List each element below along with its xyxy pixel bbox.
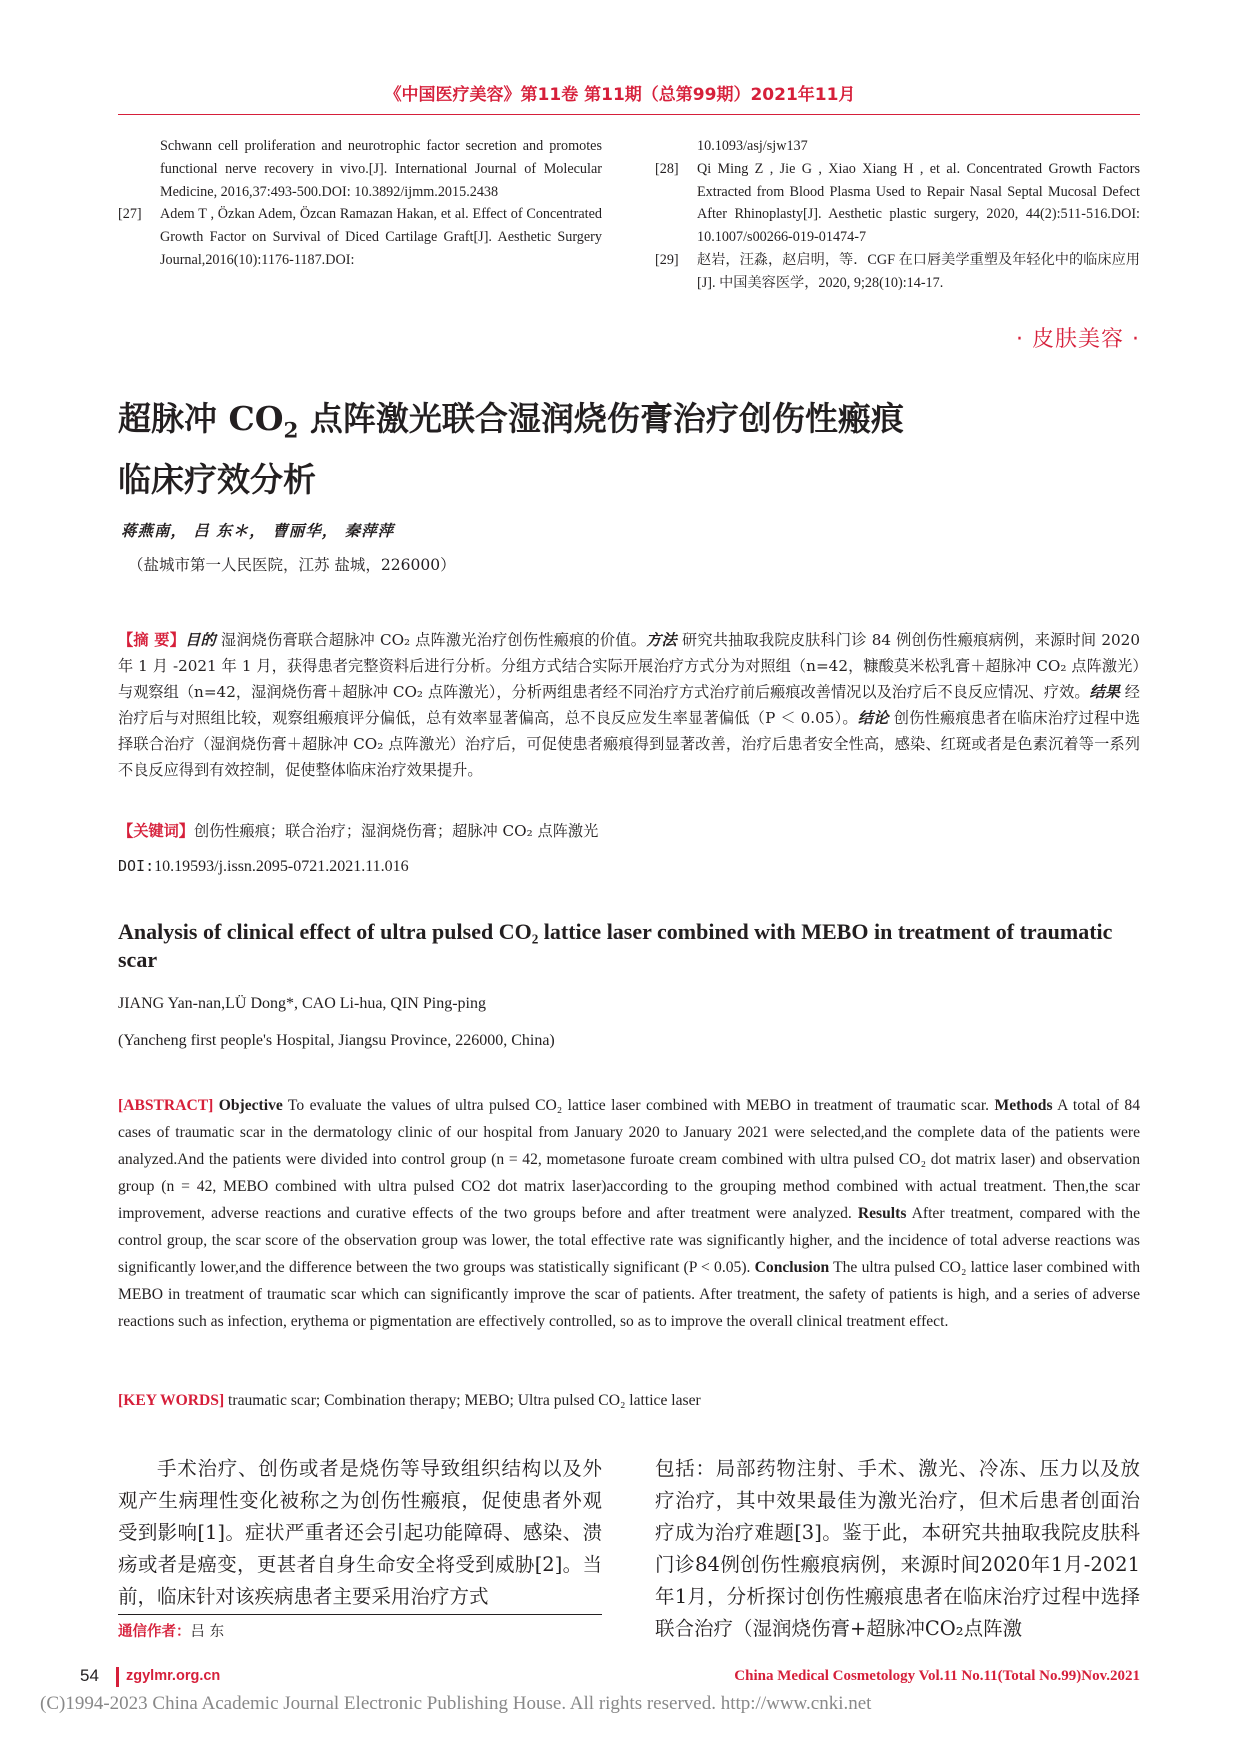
authors-cn: 蒋燕南， 吕 东＊， 曹丽华， 秦萍萍 (121, 521, 395, 540)
methods-label: 方法 (646, 631, 677, 649)
title-line2: 临床疗效分析 (118, 459, 316, 499)
title-subscript: 2 (283, 418, 299, 444)
abstract-en (118, 1092, 1140, 1335)
reference-number: [29] (655, 251, 679, 268)
footer-divider (116, 1667, 119, 1687)
doi-label: DOI: (118, 857, 155, 875)
conclusion-en-text: The ultra pulsed CO₂ lattice laser combined with MEBO in treatment of traumatic scar which can significantly improve the scar of patients. After treatment, the safety of patients is high, and a series of adverse reactions such as infection, erythema or pigmentation are effectively controlled, so as to improve the overall clinical treatment effect. (118, 1259, 1140, 1330)
methods-en-label: Methods (994, 1097, 1053, 1114)
title-part1: 超脉冲 CO (118, 399, 284, 438)
references-right (655, 135, 1140, 295)
results-text: 经治疗后与对照组比较，观察组瘢痕评分偏低，总有效率显著偏高，总不良反应发生率显著偏低（P ＜ 0.05）。 (118, 683, 1140, 727)
affiliation-cn: （盐城市第一人民医院，江苏 盐城，226000） (128, 556, 456, 574)
abstract-label: 【摘 要】 (118, 631, 186, 649)
corresponding-label: 通信作者： (118, 1624, 191, 1640)
objective-en-label: Objective (218, 1097, 283, 1114)
reference-continuation: Schwann cell proliferation and neurotrophic factor secretion and promotes functional nerve recovery in vivo.[J]. International Journal of Molecular Medicine, 2016,37:493-500.DOI: 10.3892/ijmm.2015.2438 (160, 138, 602, 200)
corresponding-name: 吕 东 (190, 1624, 225, 1640)
body-text-right: 包括：局部药物注射、手术、激光、冷冻、压力以及放疗治疗，其中效果最佳为激光治疗，但术后患者创面治疗成为治疗难题[3]。鉴于此，本研究共抽取我院皮肤科门诊84例创伤性瘢痕病例，来源时间2020年1月-2021年1月，分析探讨创伤性瘢痕患者在临床治疗过程中选择联合治疗（湿润烧伤膏+超脉冲CO₂点阵激 (655, 1457, 1140, 1640)
page-number: 54 (80, 1666, 99, 1685)
reference-continuation: 10.1093/asj/sjw137 (697, 138, 808, 154)
reference-27 (118, 203, 602, 271)
abstract-en-label: [ABSTRACT] (118, 1097, 214, 1114)
abstract-cn (118, 627, 1140, 783)
reference-text: Adem T , Özkan Adem, Özcan Ramazan Hakan, et al. Effect of Concentrated Growth Factor on Survival of Diced Cartilage Graft[J]. Aesthetic Surgery Journal,2016(10):1176-1187.DOI: (160, 206, 602, 268)
keywords-en-text: traumatic scar; Combination therapy; MEBO; Ultra pulsed CO₂ lattice laser (224, 1392, 701, 1409)
conclusion-text: 创伤性瘢痕患者在临床治疗过程中选择联合治疗（湿润烧伤膏＋超脉冲 CO₂ 点阵激光）治疗后，可促使患者瘢痕得到显著改善，治疗后患者安全性高，感染、红斑或者是色素沉着等一系列不良反应得到有效控制，促使整体临床治疗效果提升。 (118, 709, 1141, 779)
reference-29 (655, 249, 1140, 295)
site-url[interactable]: zgylmr.org.cn (126, 1668, 221, 1684)
keywords-label: 【关键词】 (118, 822, 194, 840)
corresponding-author (118, 1620, 224, 1641)
header-rule (118, 114, 1140, 115)
title-part2: 点阵激光联合湿润烧伤膏治疗创伤性瘢痕 (298, 399, 904, 438)
copyright-notice: (C)1994-2023 China Academic Journal Electronic Publishing House. All rights reserved. http://www.cnki.net (40, 1693, 872, 1714)
keywords-en (118, 1392, 1140, 1410)
results-en-text: After treatment, compared with the control group, the scar score of the observation group was lower, the total effective rate was significantly higher, and the incidence of total adverse reactions was significantly lower,and the difference between the two groups was statistically significant (P < 0.05). (118, 1205, 1140, 1276)
reference-28 (655, 158, 1140, 249)
article-title-cn (118, 395, 1018, 504)
authors-en: JIANG Yan-nan,LÜ Dong*, CAO Li-hua, QIN Ping-ping (118, 995, 486, 1012)
article-title-en: Analysis of clinical effect of ultra pulsed CO₂ lattice laser combined with MEBO in treatment of traumatic scar (118, 919, 1113, 972)
footnote-rule (118, 1614, 602, 1615)
results-label: 结果 (1089, 683, 1120, 701)
reference-text: 赵岩，汪淼，赵启明，等．CGF 在口唇美学重塑及年轻化中的临床应用 [J]. 中国美容医学，2020, 9;28(10):14-17. (697, 251, 1140, 291)
reference-text: Qi Ming Z , Jie G , Xiao Xiang H , et al. Concentrated Growth Factors Extracted from Blood Plasma Used to Repair Nasal Septal Mucosal Defect After Rhinoplasty[J]. Aesthetic plastic surgery, 2020, 44(2):511-516.DOI: 10.1007/s00266-019-01474-7 (697, 160, 1140, 246)
keywords-text: 创伤性瘢痕；联合治疗；湿润烧伤膏；超脉冲 CO₂ 点阵激光 (193, 822, 599, 840)
section-label: · 皮肤美容 · (1016, 327, 1140, 352)
methods-en-text: A total of 84 cases of traumatic scar in the dermatology clinic of our hospital from January 2020 to January 2021 were selected,and the complete data of the patients were analyzed.And the patients were divided into control group (n = 42, mometasone furoate cream combined with ultra pulsed CO₂ dot matrix laser) and observation group (n = 42, MEBO combined with ultra pulsed CO2 dot matrix laser)according to the grouping method combined with actual treatment. Then,the scar improvement, adverse reactions and curative effects of the two groups before and after treatment were analyzed. (118, 1097, 1140, 1222)
doi (118, 857, 409, 876)
results-en-label: Results (857, 1205, 907, 1222)
footer-journal-en: China Medical Cosmetology Vol.11 No.11(Total No.99)Nov.2021 (734, 1668, 1140, 1684)
references-left (118, 135, 602, 272)
objective-text: 湿润烧伤膏联合超脉冲 CO₂ 点阵激光治疗创伤性瘢痕的价值。 (215, 631, 647, 649)
keywords-en-label: [KEY WORDS] (118, 1392, 225, 1409)
methods-text: 研究共抽取我院皮肤科门诊 84 例创伤性瘢痕病例，来源时间 2020 年 1 月 -2021 年 1 月，获得患者完整资料后进行分析。分组方式结合实际开展治疗方式分为对照组（n=42，糠酸莫米松乳膏＋超脉冲 CO₂ 点阵激光）与观察组（n=42，湿润烧伤膏＋超脉冲 CO₂ 点阵激光），分析两组患者经不同治疗方式治疗前后瘢痕改善情况以及治疗后不良反应情况、疗效。 (118, 631, 1140, 701)
keywords-cn (118, 820, 1140, 841)
objective-label: 目的 (185, 631, 216, 649)
reference-number: [27] (118, 206, 142, 223)
reference-number: [28] (655, 160, 679, 177)
conclusion-en-label: Conclusion (754, 1259, 830, 1276)
body-text-left: 手术治疗、创伤或者是烧伤等导致组织结构以及外观产生病理性变化被称之为创伤性瘢痕，促使患者外观受到影响[1]。症状严重者还会引起功能障碍、感染、溃疡或者是癌变，更甚者自身生命安全将受到威胁[2]。当前，临床针对该疾病患者主要采用治疗方式 (118, 1457, 602, 1608)
objective-en-text: To evaluate the values of ultra pulsed CO₂ lattice laser combined with MEBO in treatment of traumatic scar. (282, 1097, 990, 1114)
journal-header: 《中国医疗美容》第11卷 第11期（总第99期）2021年11月 (384, 85, 856, 105)
doi-value[interactable]: 10.19593/j.issn.2095-0721.2021.11.016 (154, 858, 409, 875)
conclusion-label: 结论 (857, 709, 889, 727)
affiliation-en: (Yancheng first people's Hospital, Jiangsu Province, 226000, China) (118, 1032, 555, 1049)
